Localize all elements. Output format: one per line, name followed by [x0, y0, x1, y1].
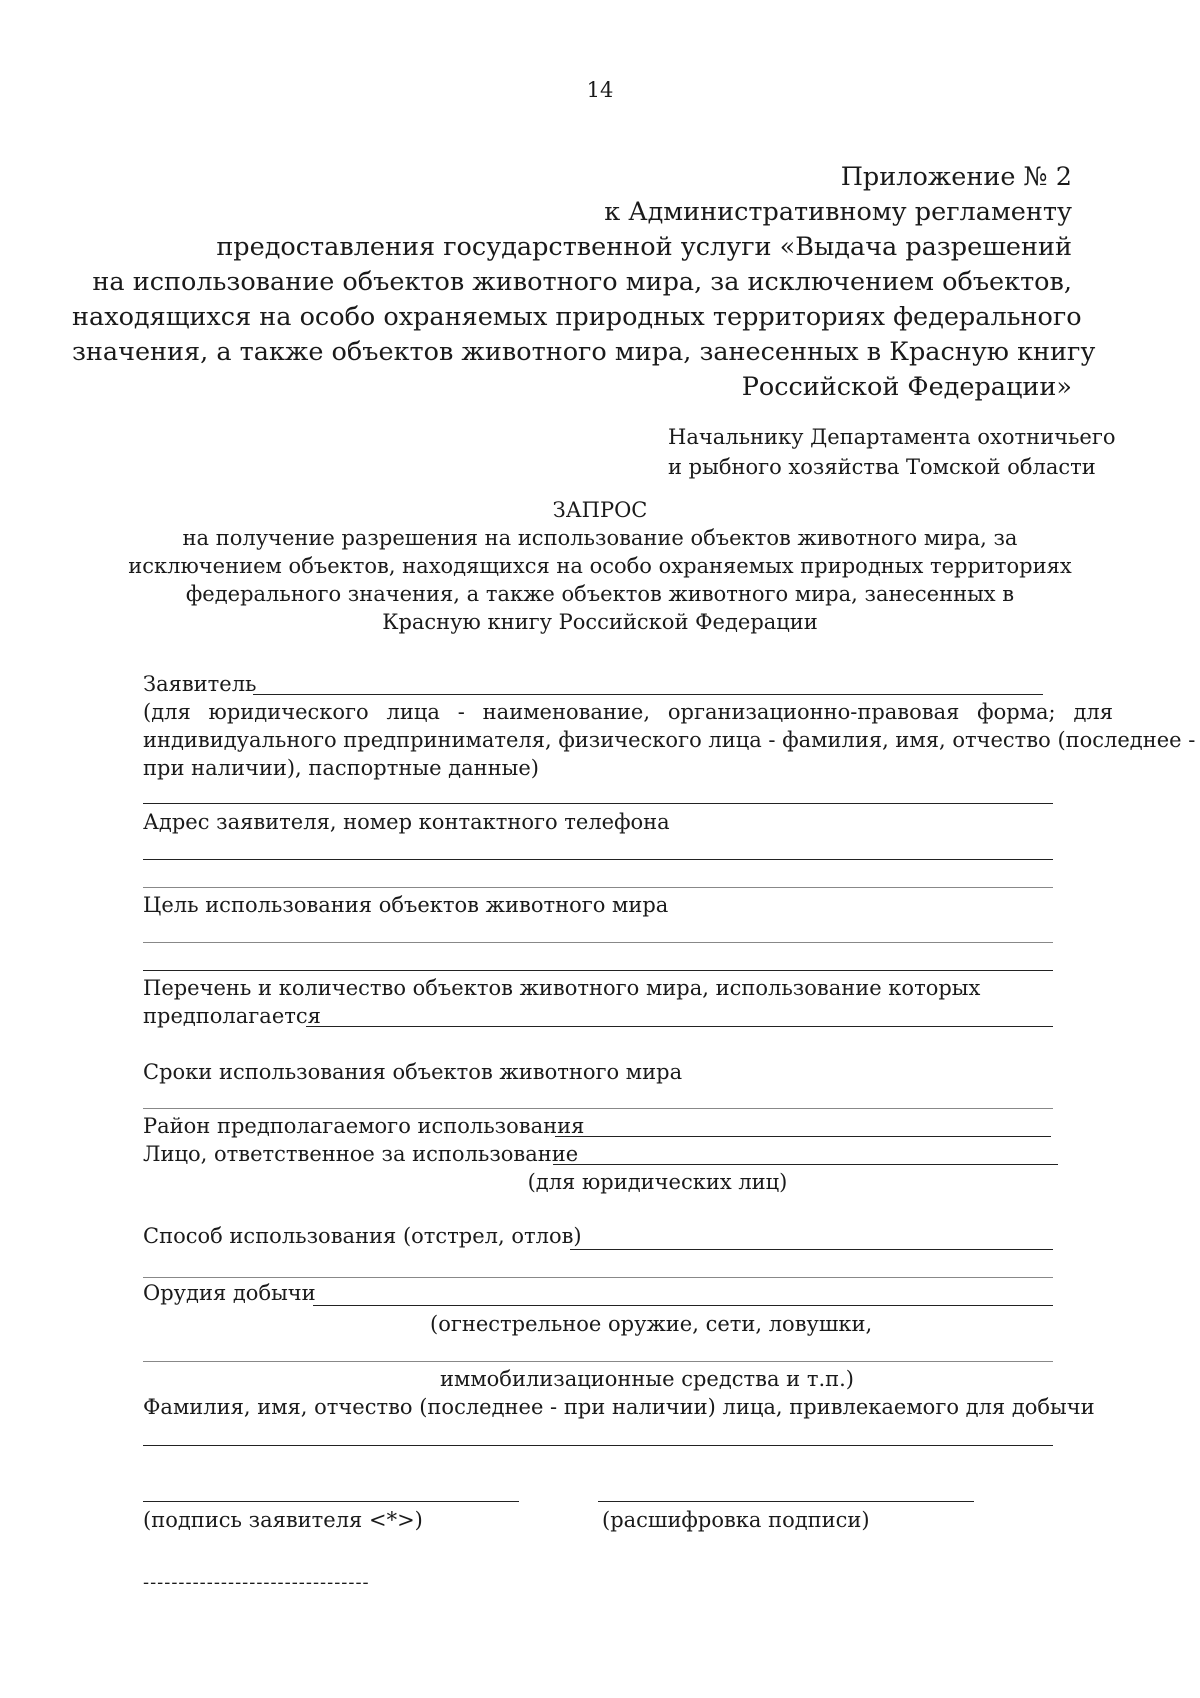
- area-label: Район предполагаемого использования: [143, 1114, 585, 1138]
- page-number: 14: [586, 78, 614, 102]
- document-subtitle: [100, 524, 1100, 636]
- method-field[interactable]: [570, 1249, 1053, 1250]
- tools-hint: иммобилизационные средства и т.п.): [440, 1367, 855, 1391]
- addressee-line: Начальнику Департамента охотничьего: [668, 425, 1116, 449]
- terms-field[interactable]: [143, 1108, 1053, 1109]
- tools-hint: (огнестрельное оружие, сети, ловушки,: [430, 1312, 873, 1336]
- applicant-field[interactable]: [253, 694, 1043, 695]
- addressee-block: [668, 422, 1115, 482]
- appendix-line: на использование объектов животного мира, за исключением объектов,: [92, 267, 1072, 297]
- objects-list-label: предполагается: [143, 1004, 321, 1028]
- appendix-line: к Административному регламенту: [604, 197, 1072, 227]
- signature-field[interactable]: [143, 1501, 519, 1502]
- method-label: Способ использования (отстрел, отлов): [143, 1224, 582, 1248]
- purpose-label: Цель использования объектов животного мира: [143, 893, 669, 917]
- appendix-line: находящихся на особо охраняемых природных территориях федерального: [72, 302, 1082, 332]
- applicant-label: Заявитель: [143, 672, 257, 696]
- applicant-hint-line: при наличии), паспортные данные): [143, 756, 539, 780]
- appendix-line: Приложение № 2: [840, 162, 1072, 192]
- purpose-field-line[interactable]: [143, 970, 1053, 971]
- subtitle-line: на получение разрешения на использование объектов животного мира, за: [182, 526, 1018, 550]
- address-label: Адрес заявителя, номер контактного телефона: [143, 810, 670, 834]
- document-title: ЗАПРОС: [552, 498, 648, 522]
- appendix-line: предоставления государственной услуги «Выдача разрешений: [216, 232, 1072, 262]
- purpose-field[interactable]: [143, 942, 1053, 943]
- subtitle-line: исключением объектов, находящихся на особо охраняемых природных территориях: [128, 554, 1072, 578]
- objects-list-field[interactable]: [306, 1026, 1053, 1027]
- responsible-label: Лицо, ответственное за использование: [143, 1142, 579, 1166]
- applicant-hint-line: индивидуального предпринимателя, физического лица - фамилия, имя, отчество (последнее -: [143, 728, 1196, 752]
- hunter-label: Фамилия, имя, отчество (последнее - при наличии) лица, привлекаемого для добычи: [143, 1395, 1095, 1419]
- hunter-field[interactable]: [143, 1445, 1053, 1446]
- appendix-line: Российской Федерации»: [741, 372, 1072, 402]
- footnote-separator: --------------------------------: [143, 1572, 370, 1593]
- objects-list-label: Перечень и количество объектов животного мира, использование которых: [143, 976, 981, 1000]
- signature-label: (подпись заявителя <*>): [143, 1508, 423, 1532]
- tools-field[interactable]: [313, 1305, 1053, 1306]
- signature-decode-field[interactable]: [598, 1501, 974, 1502]
- tools-label: Орудия добычи: [143, 1281, 316, 1305]
- method-field-line[interactable]: [143, 1277, 1053, 1278]
- subtitle-line: федерального значения, а также объектов животного мира, занесенных в: [185, 582, 1015, 606]
- address-field-line[interactable]: [143, 887, 1053, 888]
- responsible-field[interactable]: [553, 1164, 1058, 1165]
- signature-decode-label: (расшифровка подписи): [602, 1508, 870, 1532]
- addressee-line: и рыбного хозяйства Томской области: [668, 455, 1096, 479]
- terms-label: Сроки использования объектов животного мира: [143, 1060, 683, 1084]
- responsible-hint: (для юридических лиц): [527, 1170, 788, 1194]
- area-field[interactable]: [555, 1136, 1051, 1137]
- address-field[interactable]: [143, 859, 1053, 860]
- tools-field-line[interactable]: [143, 1361, 1053, 1362]
- applicant-field-line[interactable]: [143, 803, 1053, 804]
- subtitle-line: Красную книгу Российской Федерации: [382, 610, 818, 634]
- applicant-hint-line: (для юридического лица - наименование, организационно-правовая форма; для: [143, 700, 1113, 724]
- appendix-header: [72, 160, 1096, 405]
- appendix-line: значения, а также объектов животного мира, занесенных в Красную книгу: [72, 337, 1096, 367]
